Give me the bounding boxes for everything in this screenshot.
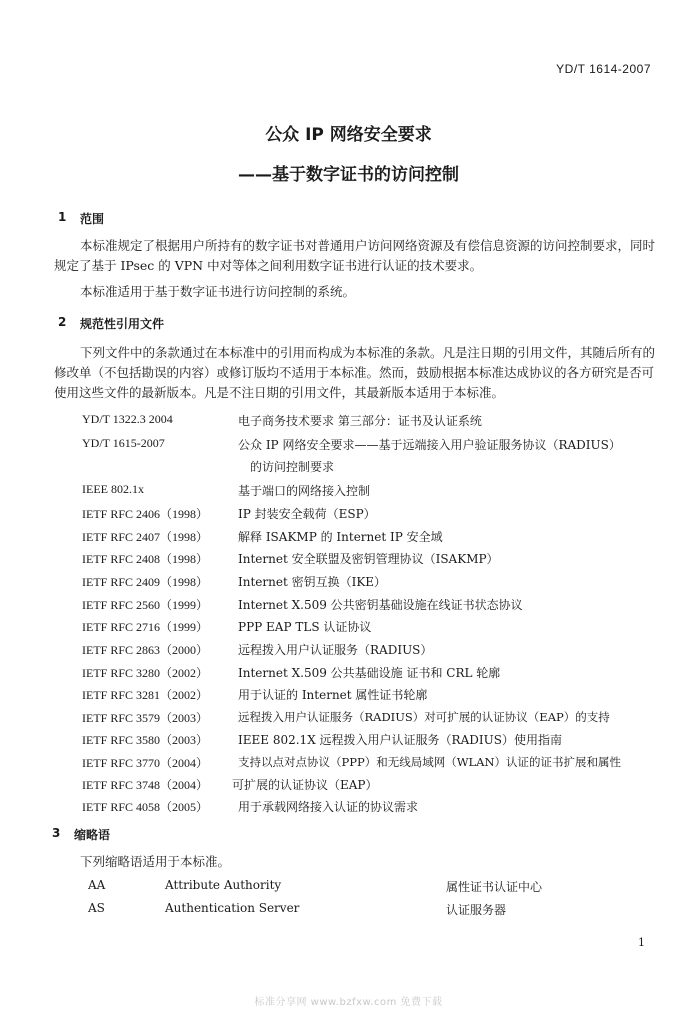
ref-code: IETF RFC 2406（1998）	[82, 507, 209, 521]
ref-title: 用于认证的 Internet 属性证书轮廓	[238, 688, 428, 702]
section-1-title: 范围	[80, 212, 105, 226]
section-1-paragraph-1: 本标准规定了根据用户所持有的数字证书对普通用户访问网络资源及有偿信息资源的访问控制要求，同时规定了基于 IPsec 的 VPN 中对等体之间利用数字证书进行认证的技术要求。	[54, 238, 656, 273]
document-title: 公众 IP 网络安全要求	[265, 125, 432, 145]
section-1-number: 1	[58, 210, 67, 224]
page-number: 1	[638, 936, 645, 949]
ref-code: IEEE 802.1x	[82, 482, 144, 496]
ref-code: IETF RFC 3748（2004）	[82, 778, 209, 792]
section-3-number: 3	[52, 826, 61, 840]
ref-code: IETF RFC 2863（2000）	[82, 643, 209, 657]
abbr-chinese: 认证服务器	[446, 903, 507, 917]
ref-code: IETF RFC 2407（1998）	[82, 530, 209, 544]
ref-title: Internet 安全联盟及密钥管理协议（ISAKMP）	[238, 552, 499, 566]
ref-title: 支持以点对点协议（PPP）和无线局域网（WLAN）认证的证书扩展和属性	[238, 755, 622, 769]
ref-code: IETF RFC 2560（1999）	[82, 598, 209, 612]
document-subtitle: ——基于数字证书的访问控制	[238, 165, 459, 185]
ref-code: YD/T 1615-2007	[82, 436, 165, 450]
ref-code: IETF RFC 4058（2005）	[82, 800, 209, 814]
ref-code: IETF RFC 3281（2002）	[82, 688, 209, 702]
ref-title: IP 封装安全载荷（ESP）	[238, 507, 376, 521]
ref-code: IETF RFC 2409（1998）	[82, 575, 209, 589]
abbr-english: Authentication Server	[165, 901, 300, 915]
section-2-number: 2	[58, 315, 67, 329]
abbr-english: Attribute Authority	[165, 878, 282, 892]
ref-title: 用于承载网络接入认证的协议需求	[238, 800, 419, 814]
abbr-term: AS	[88, 901, 105, 915]
watermark: 标准分享网 www.bzfxw.com 免费下载	[254, 997, 443, 1008]
ref-title: 远程拨入用户认证服务（RADIUS）对可扩展的认证协议（EAP）的支持	[238, 710, 610, 724]
abbr-term: AA	[88, 878, 106, 892]
ref-code: IETF RFC 3580（2003）	[82, 733, 209, 747]
ref-title: 电子商务技术要求 第三部分：证书及认证系统	[238, 414, 482, 428]
ref-title: Internet X.509 公共基础设施 证书和 CRL 轮廓	[238, 666, 501, 680]
abbr-chinese: 属性证书认证中心	[446, 880, 543, 894]
ref-title: Internet X.509 公共密钥基础设施在线证书状态协议	[238, 598, 523, 612]
ref-code: IETF RFC 3280（2002）	[82, 666, 209, 680]
section-1-paragraph-2: 本标准适用于基于数字证书进行访问控制的系统。	[80, 284, 356, 299]
ref-title: 解释 ISAKMP 的 Internet IP 安全域	[238, 530, 443, 544]
ref-title: 基于端口的网络接入控制	[238, 484, 371, 498]
section-2-title: 规范性引用文件	[80, 317, 165, 331]
section-3-title: 缩略语	[74, 828, 111, 842]
ref-code: IETF RFC 2716（1999）	[82, 620, 209, 634]
ref-code: IETF RFC 3770（2004）	[82, 756, 209, 770]
ref-title: 远程拨入用户认证服务（RADIUS）	[238, 643, 433, 657]
standard-code: YD/T 1614-2007	[556, 62, 651, 76]
section-2-paragraph-1: 下列文件中的条款通过在本标准中的引用而构成为本标准的条款。凡是注日期的引用文件，其随后所有的修改单（不包括勘误的内容）或修订版均不适用于本标准。然而，鼓励根据本标准达成协议的各方研究是否可使用这些文件的最新版本。凡是不注日期的引用文件，其最新版本适用于本标准。	[54, 345, 656, 400]
ref-title: 可扩展的认证协议（EAP）	[232, 778, 378, 792]
ref-title: IEEE 802.1X 远程拨入用户认证服务（RADIUS）使用指南	[238, 733, 562, 747]
ref-title: 公众 IP 网络安全要求——基于远端接入用户验证服务协议（RADIUS）	[238, 438, 621, 452]
ref-code: IETF RFC 3579（2003）	[82, 711, 209, 725]
ref-code: IETF RFC 2408（1998）	[82, 552, 209, 566]
ref-title-continuation: 的访问控制要求	[250, 460, 335, 474]
ref-title: Internet 密钥互换（IKE）	[238, 575, 387, 589]
ref-code: YD/T 1322.3 2004	[82, 412, 173, 426]
section-3-intro: 下列缩略语适用于本标准。	[80, 854, 231, 869]
ref-title: PPP EAP TLS 认证协议	[238, 620, 372, 634]
